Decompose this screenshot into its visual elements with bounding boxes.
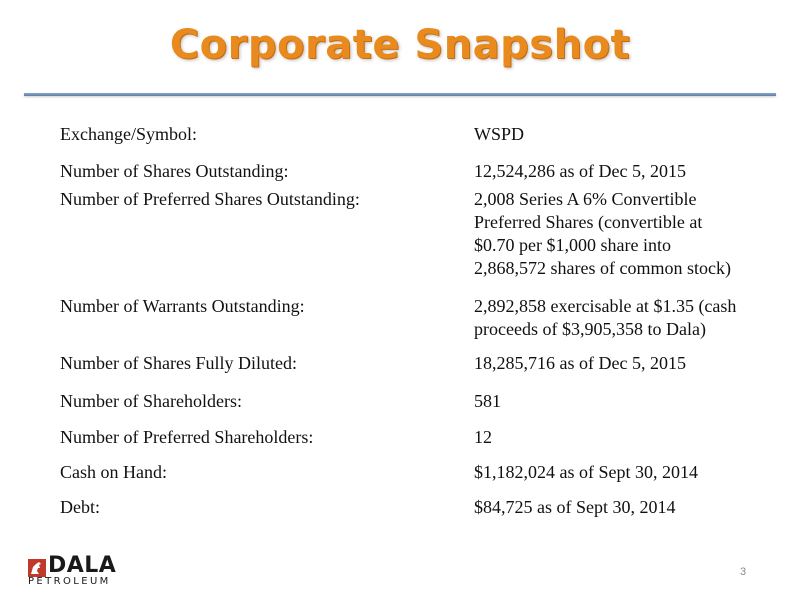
row-label: Number of Shareholders: [60,391,242,411]
row-value: $1,182,024 as of Sept 30, 2014 [474,462,698,482]
page-number: 3 [740,566,747,578]
company-logo [28,553,158,591]
logo-brand: DALA [48,553,117,578]
row-value: 12,524,286 as of Dec 5, 2015 [474,161,686,181]
row-label: Number of Preferred Shares Outstanding: [60,189,360,209]
slide-title: Corporate Snapshot [169,22,631,68]
row-label: Number of Shares Outstanding: [60,161,289,181]
row-label: Number of Shares Fully Diluted: [60,353,297,373]
logo-subtitle: PETROLEUM [28,576,111,587]
row-value: $84,725 as of Sept 30, 2014 [474,497,676,517]
row-label: Number of Warrants Outstanding: [60,296,305,316]
horse-icon [28,559,46,577]
row-label: Cash on Hand: [60,462,167,482]
row-value: 2,008 Series A 6% Convertible Preferred Shares (convertible at $0.70 per $1,000 share into 2,868,572 shares of common stock) [474,189,731,278]
row-value: 18,285,716 as of Dec 5, 2015 [474,353,686,373]
row-value: WSPD [474,124,525,144]
row-value: 12 [474,427,492,447]
row-label: Exchange/Symbol: [60,124,197,144]
row-value: 581 [474,391,501,411]
title-divider [24,93,776,96]
row-label: Debt: [60,497,100,517]
row-label: Number of Preferred Shareholders: [60,427,314,447]
row-value: 2,892,858 exercisable at $1.35 (cash proceeds of $3,905,358 to Dala) [474,296,737,339]
